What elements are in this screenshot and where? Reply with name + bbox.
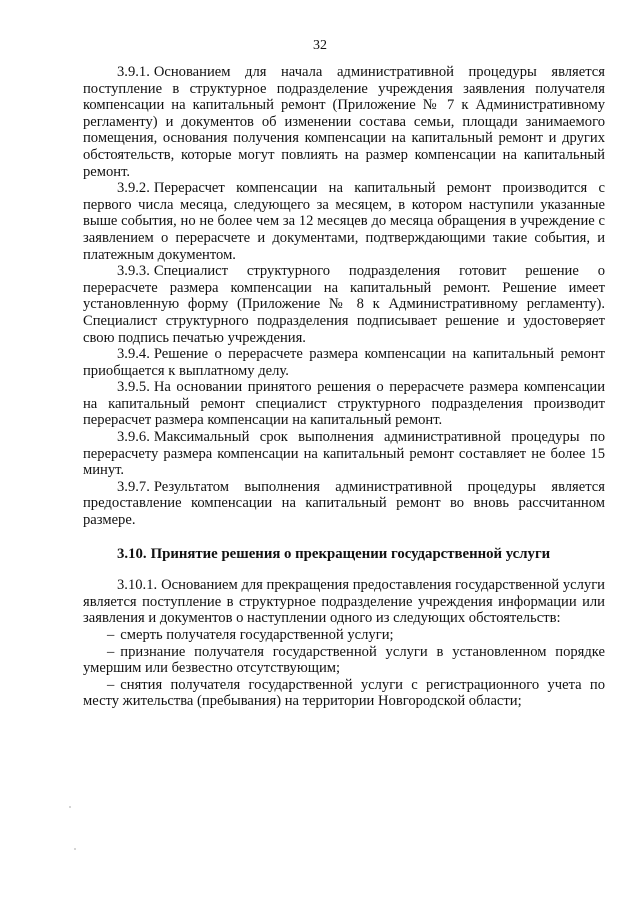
scan-speck	[74, 848, 76, 850]
paragraph-3-9-1	[83, 64, 605, 180]
page-content	[83, 64, 605, 710]
dash-bullet: –	[107, 643, 115, 660]
paragraph-text: Перерасчет компенсации на капитальный ремонт производится с первого числа месяца, следующего за месяцем, в котором наступили указанные выше события, но не более чем за 12 месяцев до месяца обращения в учреждение с заявлением о перерасчете и документами, подтверждающими такие события, и платежным документом.	[83, 180, 605, 263]
dash-bullet: –	[107, 676, 115, 693]
page-number: 32	[313, 38, 327, 53]
list-item	[83, 644, 605, 677]
paragraph-text: Результатом выполнения административной процедуры является предоставление компенсации на капитальный ремонт во вновь рассчитанном размере.	[83, 478, 605, 529]
paragraph-3-9-5	[83, 379, 605, 429]
paragraph-text: Основанием для начала административной процедуры является поступление в структурное подразделение учреждения заявления получателя компенсации на капитальный ремонт (Приложение № 7 к Административному регламенту) и документов об изменении состава семьи, площади занимаемого помещения, основания получения компенсации на капитальный ремонт и других обстоятельств, которые могут повлиять на размер компенсации на капитальный ремонт.	[83, 64, 605, 180]
section-heading-3-10	[83, 546, 605, 563]
paragraph-text: Основанием для прекращения предоставления государственной услуги является поступление в структурное подразделение учреждения информации или заявления и документов о наступлении одного из следующих обстоятельств:	[83, 577, 605, 627]
paragraph-3-9-3	[83, 263, 605, 346]
paragraph-text: Максимальный срок выполнения административной процедуры по перерасчету размера компенсации на капитальный ремонт составляет не более 15 минут.	[83, 429, 605, 479]
paragraph-3-9-2	[83, 180, 605, 263]
paragraph-number: 3.9.4.	[117, 346, 150, 363]
list-item-text: смерть получателя государственной услуги;	[120, 627, 394, 643]
paragraph-number: 3.9.1.	[117, 64, 150, 80]
paragraph-number: 3.9.6.	[117, 429, 150, 446]
list-item	[83, 627, 605, 644]
list-item	[83, 677, 605, 710]
paragraph-3-9-7	[83, 479, 605, 529]
section-title: Принятие решения о прекращении государственной услуги	[150, 545, 551, 562]
paragraph-number: 3.9.5.	[117, 379, 150, 396]
paragraph-text: Специалист структурного подразделения готовит решение о перерасчете размера компенсации на капитальный ремонт. Решение имеет установленную форму (Приложение № 8 к Административному регламенту). Специалист структурного подразделения подписывает решение и удостоверяет свою подпись печатью учреждения.	[83, 263, 605, 346]
dash-bullet: –	[107, 627, 115, 643]
paragraph-3-9-6	[83, 429, 605, 479]
paragraph-number: 3.9.3.	[117, 263, 150, 280]
paragraph-number: 3.9.2.	[117, 180, 150, 197]
paragraph-text: На основании принятого решения о перерасчете размера компенсации на капитальный ремонт специалист структурного подразделения производит перерасчет размера компенсации на капитальный ремонт.	[83, 379, 605, 429]
section-number: 3.10.	[117, 545, 147, 562]
paragraph-3-9-4	[83, 346, 605, 379]
paragraph-number: 3.10.1.	[117, 577, 158, 594]
paragraph-3-10-1	[83, 577, 605, 627]
paragraph-text: Решение о перерасчете размера компенсации на капитальный ремонт приобщается к выплатному делу.	[83, 346, 605, 379]
list-item-text: снятия получателя государственной услуги с регистрационного учета по месту жительства (пребывания) на территории Новгородской области;	[83, 676, 605, 710]
paragraph-number: 3.9.7.	[117, 478, 150, 495]
scan-speck	[69, 806, 71, 808]
list-item-text: признание получателя государственной услуги в установленном порядке умершим или безвестно отсутствующим;	[83, 643, 605, 677]
